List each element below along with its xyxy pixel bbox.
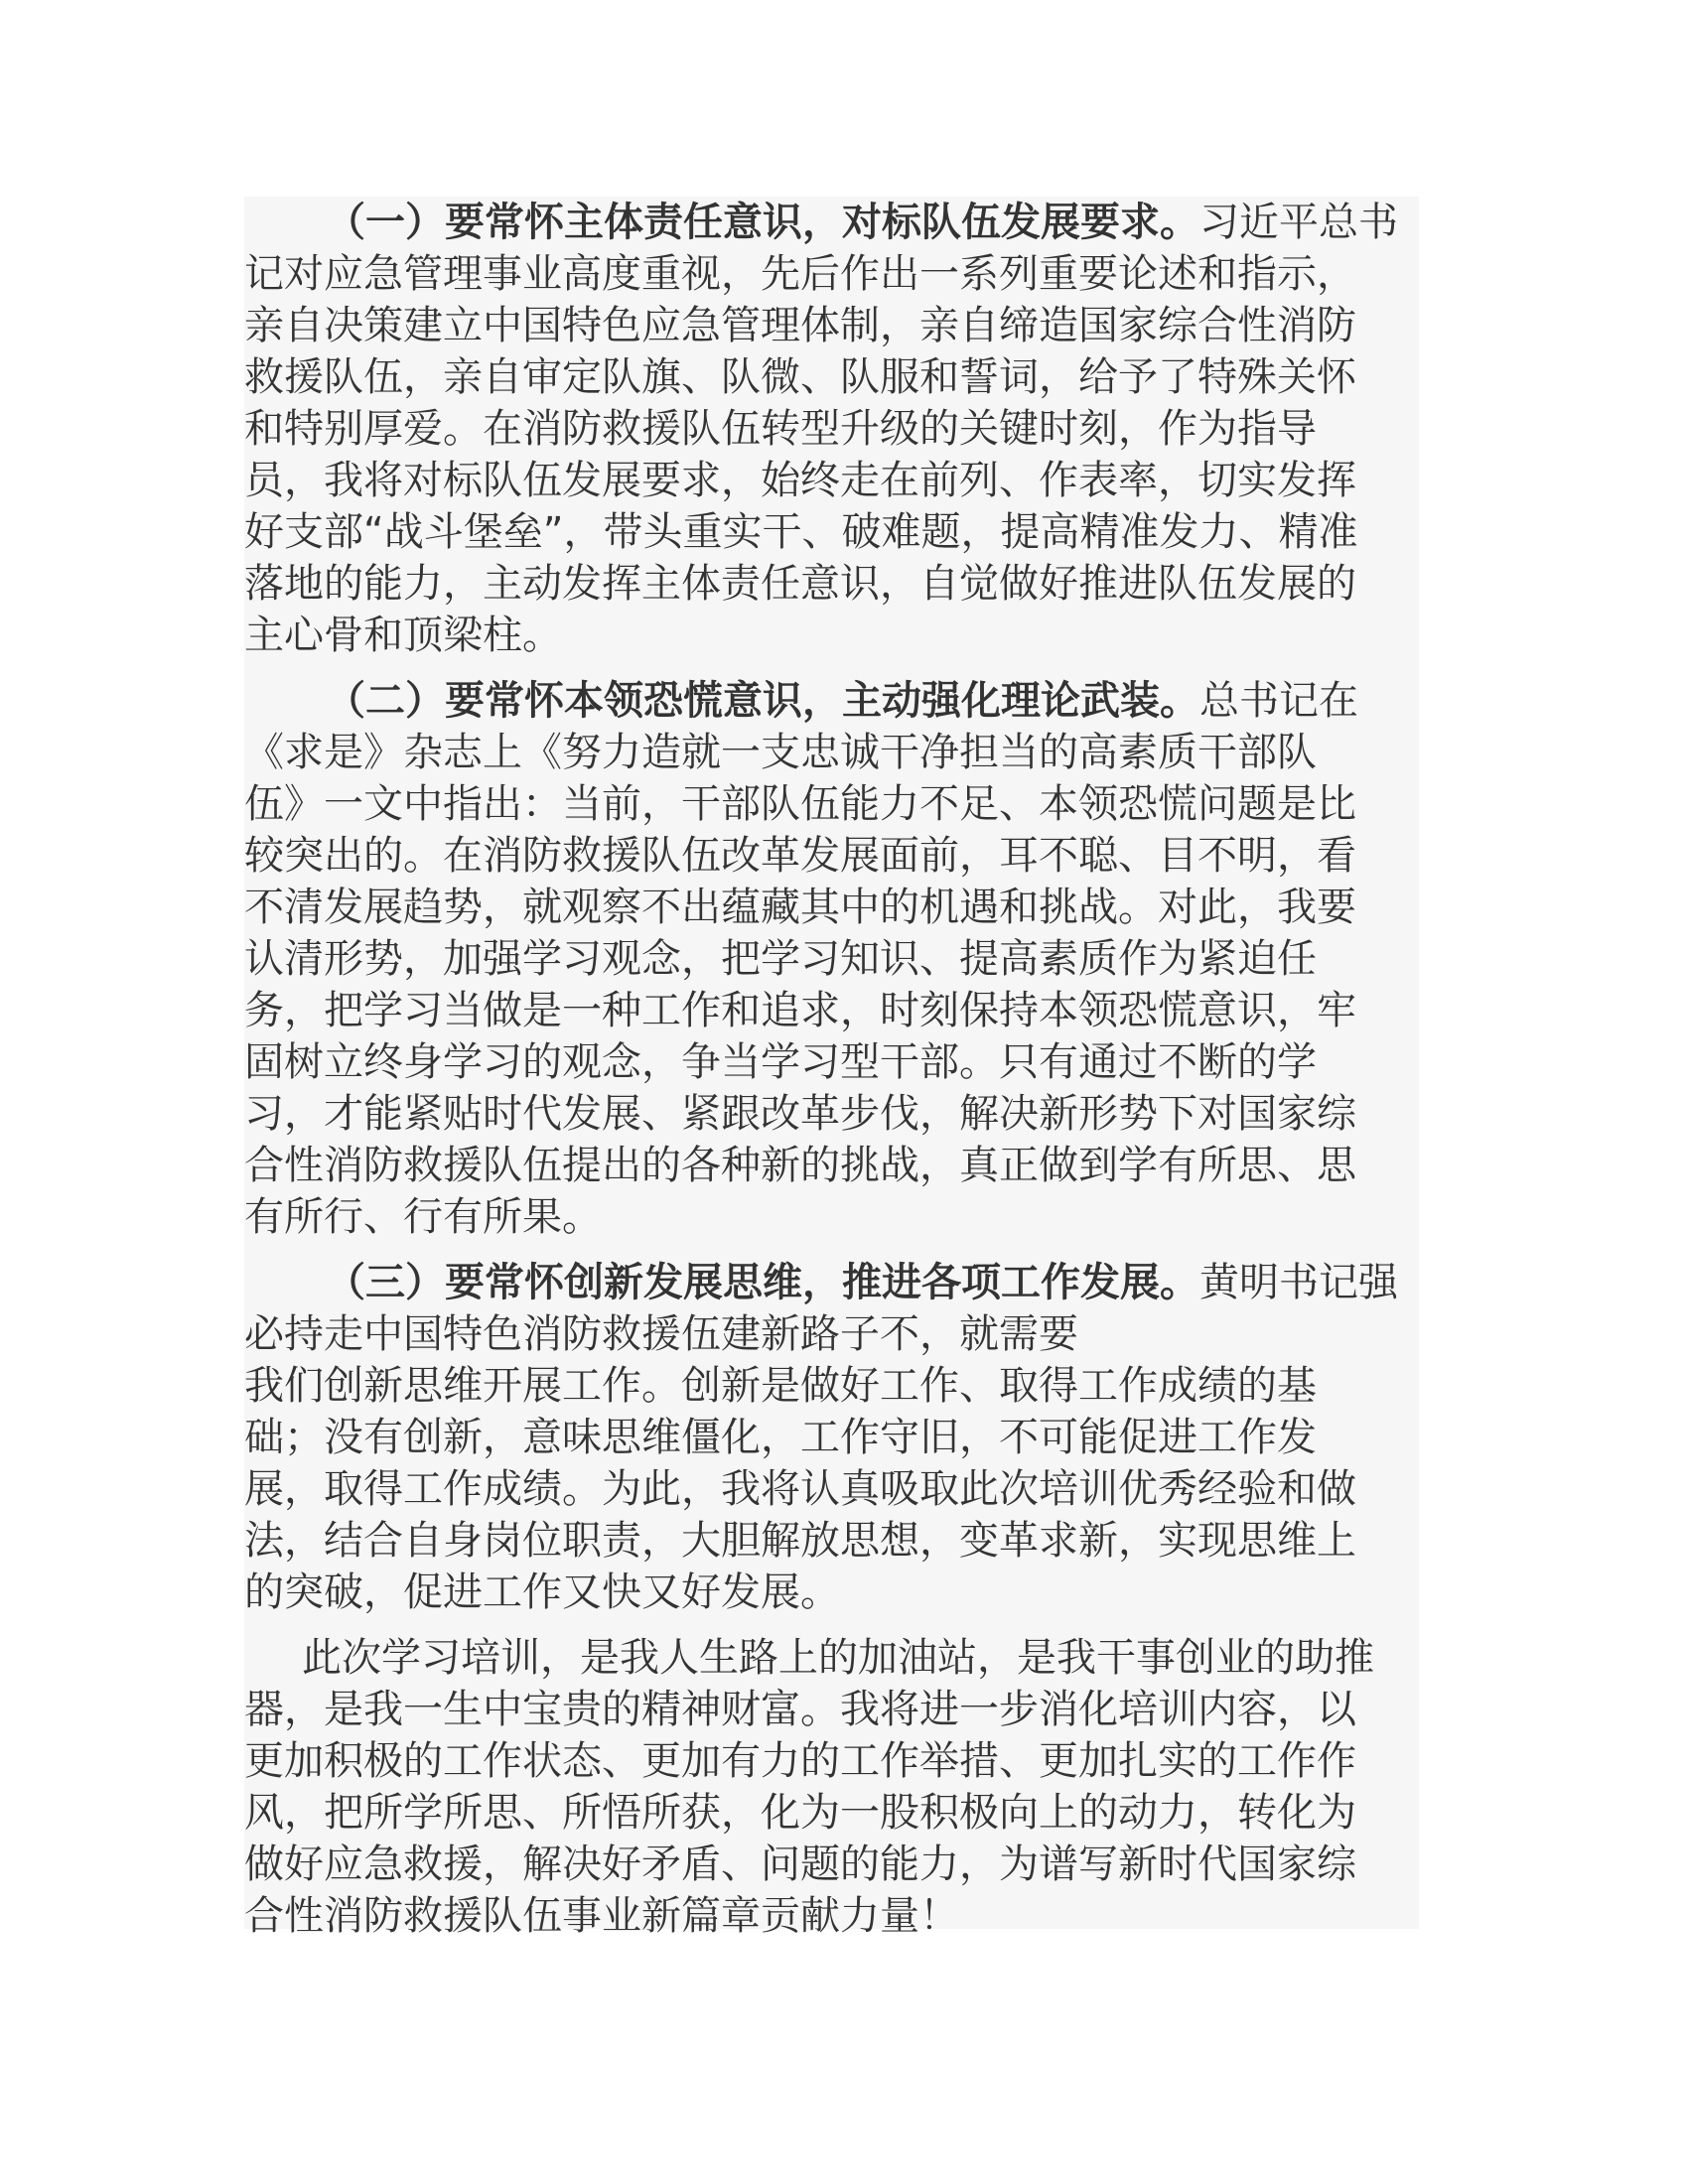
- line-text: 器，是我一生中宝贵的精神财富。我将进一步消化培训内容，以: [244, 1687, 1356, 1732]
- line-text: 更加积极的工作状态、更加有力的工作举措、更加扎实的工作作: [244, 1738, 1356, 1784]
- section-heading: （三）要常怀创新发展思维，推进各项工作发展。: [326, 1260, 1199, 1305]
- text-line: [244, 1140, 1419, 1191]
- line-text: 习近平总书: [1199, 200, 1398, 245]
- section-heading: （二）要常怀本领恐慌意识，主动强化理论武装。: [326, 678, 1199, 724]
- line-text: 的突破，促进工作又快又好发展。: [244, 1570, 840, 1615]
- text-line: [244, 727, 1419, 778]
- line-text: 必持走中国特色消防救援伍建新路子不，就需要: [244, 1311, 1078, 1357]
- text-line: [244, 197, 1419, 248]
- paragraph: [244, 197, 1419, 661]
- line-text: 有所行、行有所果。: [244, 1194, 602, 1240]
- text-line: [244, 1412, 1419, 1463]
- text-line: [244, 1036, 1419, 1088]
- text-line: [244, 1463, 1419, 1515]
- text-line: [244, 675, 1419, 727]
- line-text: 我们创新思维开展工作。创新是做好工作、取得工作成绩的基: [244, 1363, 1317, 1409]
- text-line: [244, 610, 1419, 661]
- line-text: 伍》一文中指出：当前，干部队伍能力不足、本领恐慌问题是比: [244, 781, 1356, 827]
- text-line: [244, 1567, 1419, 1618]
- text-line: [244, 455, 1419, 506]
- text-line: [244, 1684, 1419, 1735]
- line-text: 习，才能紧贴时代发展、紧跟改革步伐，解决新形势下对国家综: [244, 1091, 1356, 1137]
- text-line: [244, 1308, 1419, 1360]
- document-body: [244, 197, 1419, 1939]
- line-text: 员，我将对标队伍发展要求，始终走在前列、作表率，切实发挥: [244, 458, 1356, 503]
- line-text: 《求是》杂志上《努力造就一支忠诚干净担当的高素质干部队: [244, 730, 1317, 775]
- line-text: 展，取得工作成绩。为此，我将认真吸取此次培训优秀经验和做: [244, 1466, 1356, 1512]
- text-line: [244, 830, 1419, 882]
- line-text: 做好应急救援，解决好矛盾、问题的能力，为谱写新时代国家综: [244, 1842, 1356, 1887]
- text-line: [244, 882, 1419, 933]
- line-text: 不清发展趋势，就观察不出蕴藏其中的机遇和挑战。对此，我要: [244, 885, 1356, 930]
- text-line: [244, 778, 1419, 830]
- line-text: 救援队伍，亲自审定队旗、队微、队服和誓词，给予了特殊关怀: [244, 354, 1356, 400]
- line-text: 础；没有创新，意味思维僵化，工作守旧，不可能促进工作发: [244, 1415, 1317, 1460]
- paragraph: [244, 675, 1419, 1243]
- text-line: [244, 985, 1419, 1036]
- text-line: [244, 1839, 1419, 1890]
- text-line: [244, 1787, 1419, 1839]
- text-line: [244, 1735, 1419, 1787]
- section-heading: （一）要常怀主体责任意识，对标队伍发展要求。: [326, 200, 1199, 245]
- text-line: [244, 1360, 1419, 1412]
- line-text: 和特别厚爱。在消防救援队伍转型升级的关键时刻，作为指导: [244, 406, 1317, 452]
- text-line: [244, 403, 1419, 455]
- text-line: [244, 1257, 1419, 1308]
- line-text: 黄明书记强: [1199, 1260, 1398, 1305]
- line-text: 务，把学习当做是一种工作和追求，时刻保持本领恐慌意识，牢: [244, 988, 1356, 1033]
- text-line: [244, 351, 1419, 403]
- line-text: 此次学习培训，是我人生路上的加油站，是我干事创业的助推: [302, 1635, 1374, 1681]
- line-text: 认清形势，加强学习观念，把学习知识、提高素质作为紧迫任: [244, 936, 1317, 982]
- text-line: [244, 300, 1419, 351]
- text-line: [244, 1515, 1419, 1567]
- text-line: [244, 506, 1419, 558]
- paragraph: [244, 1257, 1419, 1618]
- text-line: [244, 1890, 1419, 1942]
- text-line: [244, 1088, 1419, 1140]
- text-line: [244, 933, 1419, 985]
- paragraph: [244, 1632, 1419, 1942]
- line-text: 总书记在: [1199, 678, 1358, 724]
- text-line: [244, 1632, 1419, 1684]
- line-text: 记对应急管理事业高度重视，先后作出一系列重要论述和指示，: [244, 251, 1356, 297]
- text-line: [244, 248, 1419, 300]
- line-text: 较突出的。在消防救援队伍改革发展面前，耳不聪、目不明，看: [244, 833, 1356, 879]
- text-line: [244, 1191, 1419, 1243]
- line-text: 风，把所学所思、所悟所获，化为一股积极向上的动力，转化为: [244, 1790, 1356, 1836]
- line-text: 好支部“战斗堡垒”，带头重实干、破难题，提高精准发力、精准: [244, 509, 1358, 555]
- line-text: 合性消防救援队伍提出的各种新的挑战，真正做到学有所思、思: [244, 1143, 1356, 1188]
- line-text: 亲自决策建立中国特色应急管理体制，亲自缔造国家综合性消防: [244, 303, 1356, 348]
- line-text: 落地的能力，主动发挥主体责任意识，自觉做好推进队伍发展的: [244, 561, 1356, 607]
- line-text: 固树立终身学习的观念，争当学习型干部。只有通过不断的学: [244, 1039, 1317, 1085]
- line-text: 合性消防救援队伍事业新篇章贡献力量！: [244, 1893, 959, 1939]
- line-text: 法，结合自身岗位职责，大胆解放思想，变革求新，实现思维上: [244, 1518, 1356, 1564]
- line-text: 主心骨和顶梁柱。: [244, 613, 562, 658]
- text-line: [244, 558, 1419, 610]
